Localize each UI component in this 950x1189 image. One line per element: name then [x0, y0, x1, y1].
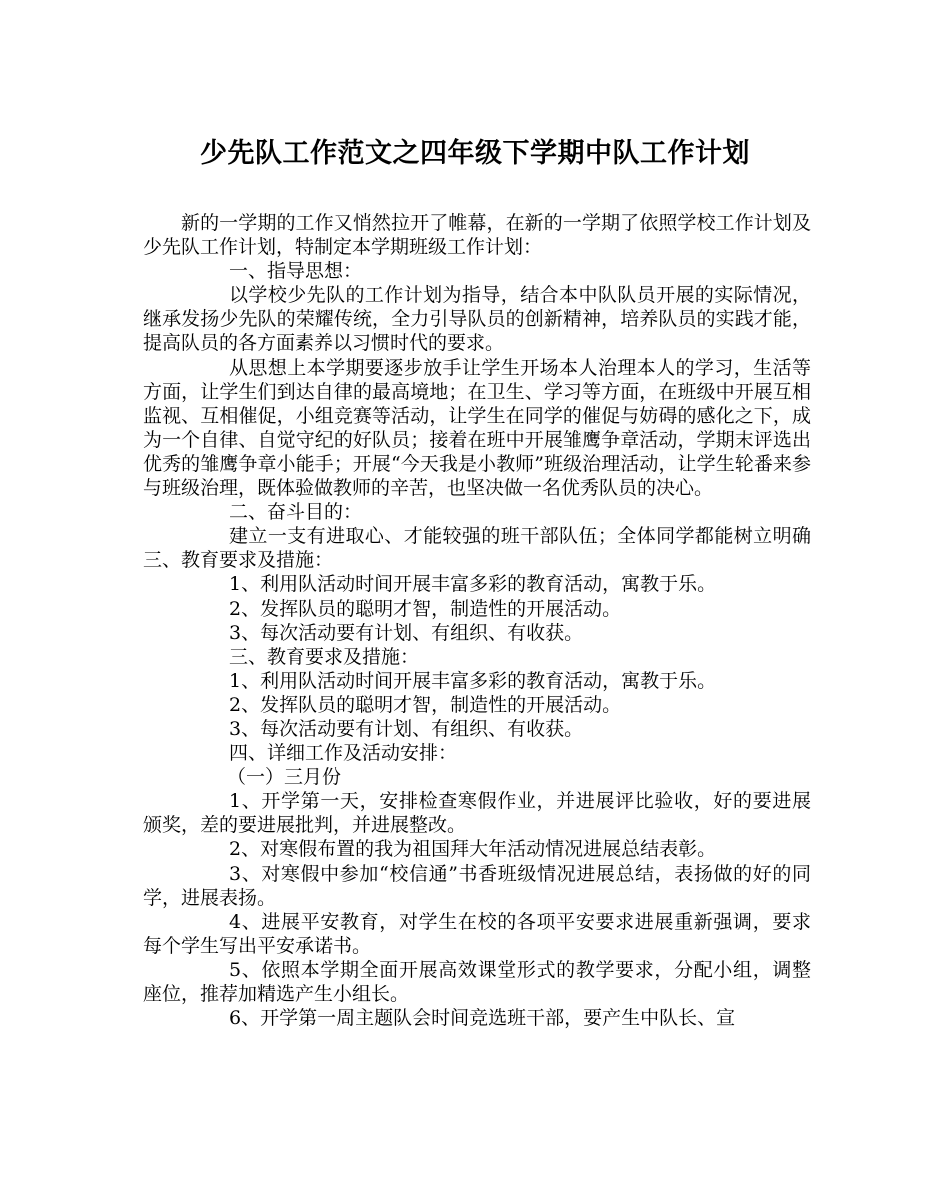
list-item: 3、对寒假中参加“校信通”书香班级情况进展总结，表扬做的好的同学，进展表扬。	[143, 862, 811, 909]
list-item: 1、利用队活动时间开展丰富多彩的教育活动，寓教于乐。	[229, 669, 717, 692]
list-item: 3、每次活动要有计划、有组织、有收获。	[229, 717, 584, 740]
list-item: 3、每次活动要有计划、有组织、有收获。	[229, 621, 584, 644]
list-item: 5、依照本学期全面开展高效课堂形式的教学要求，分配小组，调整座位，推荐加精选产生小组长。	[143, 958, 811, 1005]
paragraph: 从思想上本学期要逐步放手让学生开场本人治理本人的学习，生活等方面，让学生们到达自律的最高境地；在卫生、学习等方面，在班级中开展互相监视、互相催促，小组竞赛等活动，让学生在同学的催促与妨碍的感化之下，成为一个自律、自觉守纪的好队员；接着在班中开展雏鹰争章活动，学期末评选出优秀的雏鹰争章小能手；开展“今天我是小教师”班级治理活动，让学生轮番来参与班级治理，既体验做教师的辛苦，也坚决做一名优秀队员的决心。	[143, 356, 811, 500]
list-item: 1、开学第一天，安排检查寒假作业，并进展评比验收，好的要进展颁奖，差的要进展批判，并进展整改。	[143, 790, 811, 837]
paragraph: 新的一学期的工作又悄然拉开了帷幕，在新的一学期了依照学校工作计划及少先队工作计划，特制定本学期班级工作计划：	[143, 212, 811, 259]
section-heading: 二、奋斗目的：	[229, 501, 363, 524]
paragraph: 建立一支有进取心、才能较强的班干部队伍；全体同学都能树立明确三、教育要求及措施：	[143, 525, 811, 572]
subsection-heading: （一）三月份	[227, 766, 342, 789]
list-item: 6、开学第一周主题队会时间竞选班干部，要产生中队长、宣	[229, 1007, 736, 1030]
paragraph: 以学校少先队的工作计划为指导，结合本中队队员开展的实际情况，继承发扬少先队的荣耀传统，全力引导队员的创新精神，培养队员的实践才能，提高队员的各方面素养以习惯时代的要求。	[143, 284, 811, 355]
list-item: 2、发挥队员的聪明才智，制造性的开展活动。	[229, 693, 622, 716]
section-heading: 四、详细工作及活动安排：	[229, 742, 458, 765]
section-heading: 三、教育要求及措施：	[229, 645, 420, 668]
document-title: 少先队工作范文之四年级下学期中队工作计划	[200, 138, 750, 169]
section-heading: 一、指导思想：	[229, 260, 363, 283]
document-body	[143, 211, 811, 1030]
list-item: 2、对寒假布置的我为祖国拜大年活动情况进展总结表彰。	[229, 838, 717, 861]
list-item: 4、进展平安教育，对学生在校的各项平安要求进展重新强调，要求每个学生写出平安承诺书。	[143, 910, 811, 957]
list-item: 1、利用队活动时间开展丰富多彩的教育活动，寓教于乐。	[229, 573, 717, 596]
list-item: 2、发挥队员的聪明才智，制造性的开展活动。	[229, 597, 622, 620]
